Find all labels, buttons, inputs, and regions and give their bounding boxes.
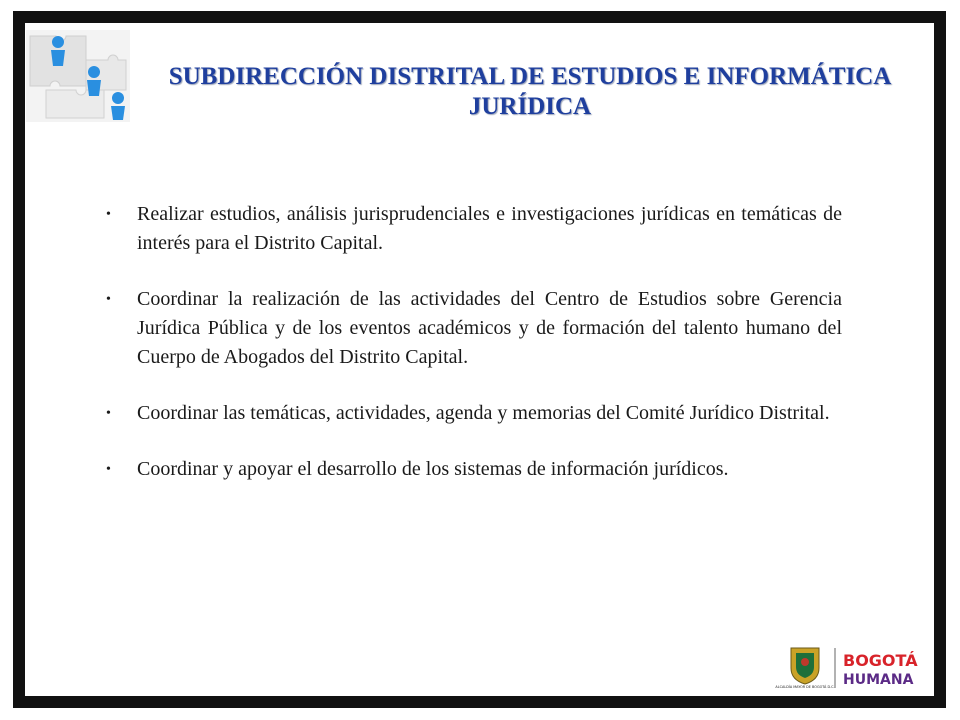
list-item — [106, 399, 842, 428]
bullet-icon: • — [106, 207, 111, 222]
list-item — [106, 200, 842, 258]
list-item — [106, 455, 842, 484]
brand-line-2: HUMANA — [843, 672, 914, 688]
bogota-humana-logo — [775, 642, 925, 694]
crest-caption: ALCALDÍA MAYOR DE BOGOTÁ D.C. — [775, 685, 835, 689]
puzzle-people-icon — [26, 30, 130, 122]
title-line-1: SUBDIRECCIÓN DISTRITAL DE ESTUDIOS E INFORMÁTICA — [168, 63, 892, 90]
brand-line-1: BOGOTÁ — [843, 651, 918, 670]
list-item-text: Realizar estudios, análisis jurisprudenciales e investigaciones jurídicas en temáticas de interés para el Distrito Capital. — [137, 203, 842, 254]
coat-of-arms-icon — [775, 648, 834, 689]
bullet-icon: • — [106, 462, 111, 477]
bullet-icon: • — [106, 292, 111, 307]
list-item — [106, 285, 842, 372]
bullet-icon: • — [106, 406, 111, 421]
page-title — [140, 62, 920, 122]
title-line-2: JURÍDICA — [468, 93, 592, 120]
list-item-text: Coordinar las temáticas, actividades, agenda y memorias del Comité Jurídico Distrital. — [137, 402, 830, 424]
list-item-text: Coordinar la realización de las actividades del Centro de Estudios sobre Gerencia Jurídica Pública y de los eventos académicos y de formación del talento humano del Cuerpo de Abogados del Distrito Capital. — [137, 288, 842, 368]
list-item-text: Coordinar y apoyar el desarrollo de los sistemas de información jurídicos. — [137, 458, 729, 480]
function-list — [106, 200, 842, 511]
